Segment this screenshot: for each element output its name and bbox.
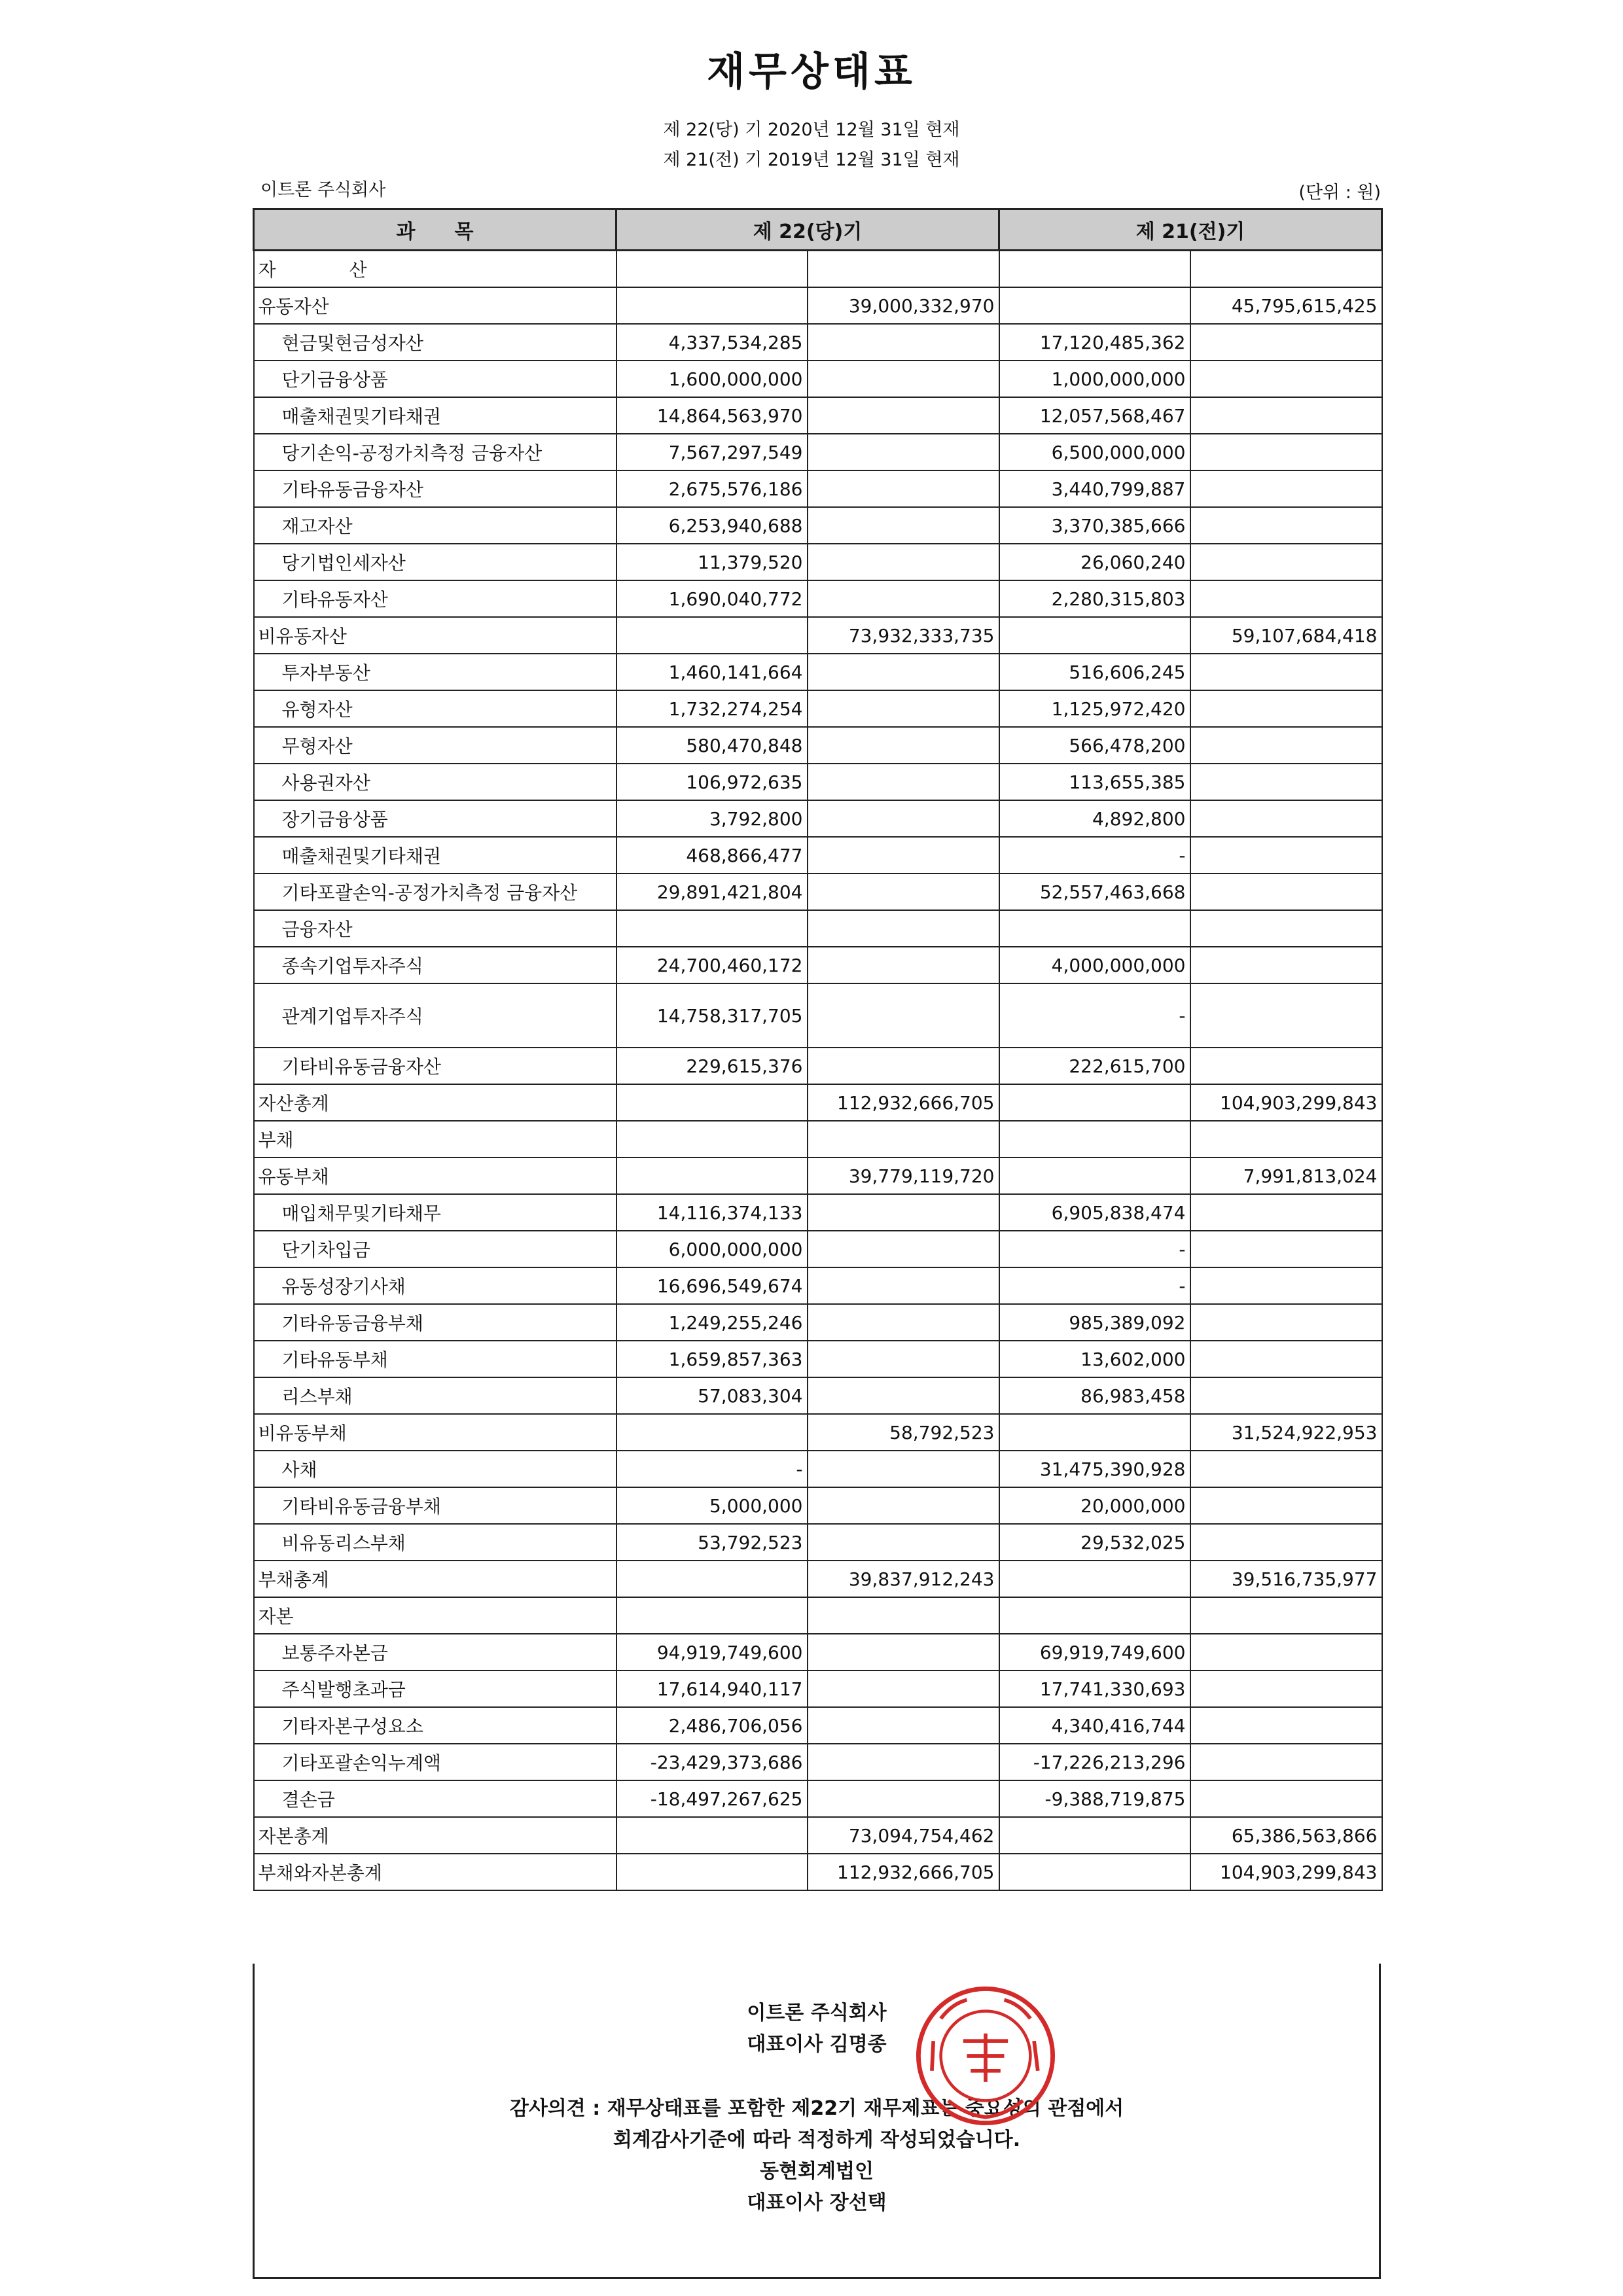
current-detail: 11,379,520	[616, 544, 808, 580]
current-subtotal	[808, 324, 999, 361]
table-row	[254, 1670, 1382, 1707]
current-subtotal	[808, 1304, 999, 1341]
current-detail	[616, 251, 808, 288]
current-subtotal	[808, 1451, 999, 1487]
table-row	[254, 324, 1382, 361]
current-detail: 7,567,297,549	[616, 434, 808, 470]
current-detail: 3,792,800	[616, 800, 808, 837]
prior-subtotal	[1190, 727, 1382, 764]
current-subtotal	[808, 544, 999, 580]
prior-detail: 12,057,568,467	[999, 397, 1190, 434]
prior-subtotal	[1190, 470, 1382, 507]
company-seal-icon	[911, 1981, 1060, 2130]
account-label: 보통주자본금	[254, 1634, 616, 1670]
prior-subtotal	[1190, 654, 1382, 690]
current-subtotal	[808, 1194, 999, 1231]
prior-subtotal: 104,903,299,843	[1190, 1084, 1382, 1121]
prior-detail: -	[999, 1267, 1190, 1304]
current-subtotal	[808, 1121, 999, 1157]
prior-subtotal	[1190, 1707, 1382, 1744]
account-label: 비유동부채	[254, 1414, 616, 1451]
current-subtotal	[808, 727, 999, 764]
current-subtotal	[808, 1341, 999, 1377]
account-label: 매출채권및기타채권	[254, 397, 616, 434]
account-label: 부채와자본총계	[254, 1854, 616, 1890]
current-detail: 1,690,040,772	[616, 580, 808, 617]
current-subtotal	[808, 1231, 999, 1267]
prior-detail: 20,000,000	[999, 1487, 1190, 1524]
prior-subtotal	[1190, 251, 1382, 288]
prior-detail	[999, 1121, 1190, 1157]
prior-subtotal	[1190, 1341, 1382, 1377]
account-label: 단기금융상품	[254, 361, 616, 397]
account-label: 금융자산	[254, 910, 616, 947]
prior-detail	[999, 1597, 1190, 1634]
period-prior: 제 21(전) 기 2019년 12월 31일 현재	[663, 150, 960, 170]
page-title: 재무상태표	[707, 49, 916, 95]
prior-subtotal: 31,524,922,953	[1190, 1414, 1382, 1451]
table-row	[254, 1084, 1382, 1121]
current-detail: -18,497,267,625	[616, 1780, 808, 1817]
current-detail: 53,792,523	[616, 1524, 808, 1561]
current-detail: 6,000,000,000	[616, 1231, 808, 1267]
prior-detail: 4,000,000,000	[999, 947, 1190, 983]
prior-subtotal: 59,107,684,418	[1190, 617, 1382, 654]
table-row	[254, 287, 1382, 324]
table-row	[254, 580, 1382, 617]
current-detail: 2,486,706,056	[616, 1707, 808, 1744]
prior-detail	[999, 1157, 1190, 1194]
current-subtotal	[808, 1707, 999, 1744]
table-row	[254, 1561, 1382, 1597]
current-subtotal	[808, 1597, 999, 1634]
prior-detail: 113,655,385	[999, 764, 1190, 800]
table-row	[254, 1048, 1382, 1084]
prior-subtotal	[1190, 983, 1382, 1048]
table-row	[254, 1817, 1382, 1854]
current-detail: 14,116,374,133	[616, 1194, 808, 1231]
account-label: 기타유동자산	[254, 580, 616, 617]
prior-detail	[999, 617, 1190, 654]
table-row	[254, 764, 1382, 800]
current-subtotal	[808, 1267, 999, 1304]
balance-sheet-table	[253, 208, 1383, 1891]
footer-ceo: 대표이사 김명종	[747, 2033, 887, 2056]
footer-box	[253, 1964, 1381, 2279]
current-subtotal	[808, 1487, 999, 1524]
table-row	[254, 1780, 1382, 1817]
footer-company: 이트론 주식회사	[747, 2002, 887, 2024]
account-label: 리스부채	[254, 1377, 616, 1414]
table-row	[254, 690, 1382, 727]
current-detail: 24,700,460,172	[616, 947, 808, 983]
current-subtotal	[808, 251, 999, 288]
audit-opinion-line2: 회계감사기준에 따라 적정하게 작성되었습니다.	[613, 2128, 1021, 2151]
account-label: 기타비유동금융부채	[254, 1487, 616, 1524]
account-label: 유동성장기사채	[254, 1267, 616, 1304]
prior-detail: 1,000,000,000	[999, 361, 1190, 397]
current-detail	[616, 1414, 808, 1451]
current-detail: 94,919,749,600	[616, 1634, 808, 1670]
current-subtotal	[808, 983, 999, 1048]
table-row	[254, 1634, 1382, 1670]
prior-subtotal	[1190, 397, 1382, 434]
prior-subtotal	[1190, 544, 1382, 580]
current-subtotal	[808, 1048, 999, 1084]
prior-subtotal	[1190, 507, 1382, 544]
account-label: 주식발행초과금	[254, 1670, 616, 1707]
prior-detail: -17,226,213,296	[999, 1744, 1190, 1780]
current-detail	[616, 287, 808, 324]
prior-subtotal	[1190, 361, 1382, 397]
current-detail: -	[616, 1451, 808, 1487]
prior-subtotal	[1190, 1744, 1382, 1780]
current-subtotal	[808, 361, 999, 397]
prior-detail: 4,340,416,744	[999, 1707, 1190, 1744]
table-row	[254, 1854, 1382, 1890]
prior-subtotal: 104,903,299,843	[1190, 1854, 1382, 1890]
prior-detail: 6,500,000,000	[999, 434, 1190, 470]
header-current-period: 제 22(당)기	[616, 209, 999, 251]
current-detail	[616, 910, 808, 947]
table-row	[254, 1121, 1382, 1157]
prior-detail: 26,060,240	[999, 544, 1190, 580]
table-row	[254, 1194, 1382, 1231]
current-subtotal	[808, 947, 999, 983]
current-subtotal	[808, 1744, 999, 1780]
current-subtotal: 39,837,912,243	[808, 1561, 999, 1597]
prior-subtotal	[1190, 837, 1382, 874]
account-label: 기타유동금융자산	[254, 470, 616, 507]
current-detail	[616, 1157, 808, 1194]
company-name: 이트론 주식회사	[260, 180, 386, 200]
period-current: 제 22(당) 기 2020년 12월 31일 현재	[663, 120, 960, 140]
table-row	[254, 1341, 1382, 1377]
current-detail: 106,972,635	[616, 764, 808, 800]
table-row	[254, 1451, 1382, 1487]
prior-detail: -9,388,719,875	[999, 1780, 1190, 1817]
prior-subtotal	[1190, 1634, 1382, 1670]
prior-subtotal: 45,795,615,425	[1190, 287, 1382, 324]
current-subtotal	[808, 874, 999, 910]
table-row	[254, 397, 1382, 434]
prior-detail	[999, 287, 1190, 324]
table-row	[254, 1707, 1382, 1744]
account-label: 관계기업투자주식	[254, 983, 616, 1048]
account-label: 기타비유동금융자산	[254, 1048, 616, 1084]
account-label: 유동부채	[254, 1157, 616, 1194]
prior-subtotal	[1190, 1121, 1382, 1157]
prior-detail: -	[999, 1231, 1190, 1267]
current-detail: 580,470,848	[616, 727, 808, 764]
audit-opinion-line1: 감사의견 : 재무상태표를 포함한 제22기 재무제표는 중요성의 관점에서	[509, 2097, 1124, 2120]
table-row	[254, 1744, 1382, 1780]
prior-subtotal	[1190, 1377, 1382, 1414]
table-row	[254, 470, 1382, 507]
table-row	[254, 947, 1382, 983]
table-row	[254, 800, 1382, 837]
prior-subtotal	[1190, 874, 1382, 910]
account-label: 종속기업투자주식	[254, 947, 616, 983]
current-detail: -23,429,373,686	[616, 1744, 808, 1780]
account-label: 기타포괄손익누계액	[254, 1744, 616, 1780]
table-row	[254, 1377, 1382, 1414]
unit-label: (단위 : 원)	[1298, 183, 1381, 203]
table-row	[254, 1597, 1382, 1634]
prior-detail: 2,280,315,803	[999, 580, 1190, 617]
table-row	[254, 544, 1382, 580]
current-detail: 468,866,477	[616, 837, 808, 874]
current-detail	[616, 1854, 808, 1890]
current-detail: 1,460,141,664	[616, 654, 808, 690]
current-detail: 2,675,576,186	[616, 470, 808, 507]
account-label: 부채총계	[254, 1561, 616, 1597]
prior-detail	[999, 1817, 1190, 1854]
prior-detail	[999, 1561, 1190, 1597]
current-detail	[616, 617, 808, 654]
table-row	[254, 361, 1382, 397]
table-row	[254, 1231, 1382, 1267]
prior-detail: 516,606,245	[999, 654, 1190, 690]
current-detail	[616, 1817, 808, 1854]
current-detail: 14,758,317,705	[616, 983, 808, 1048]
current-detail: 6,253,940,688	[616, 507, 808, 544]
table-row	[254, 1304, 1382, 1341]
current-detail: 16,696,549,674	[616, 1267, 808, 1304]
header-prior-period: 제 21(전)기	[999, 209, 1382, 251]
current-subtotal	[808, 837, 999, 874]
prior-detail: 6,905,838,474	[999, 1194, 1190, 1231]
account-label: 기타자본구성요소	[254, 1707, 616, 1744]
prior-detail: 3,370,385,666	[999, 507, 1190, 544]
prior-subtotal	[1190, 947, 1382, 983]
prior-detail: 52,557,463,668	[999, 874, 1190, 910]
prior-subtotal	[1190, 1487, 1382, 1524]
current-subtotal	[808, 800, 999, 837]
prior-subtotal	[1190, 1194, 1382, 1231]
prior-subtotal	[1190, 910, 1382, 947]
table-row	[254, 251, 1382, 288]
table-row	[254, 1157, 1382, 1194]
prior-detail: 4,892,800	[999, 800, 1190, 837]
current-detail: 1,600,000,000	[616, 361, 808, 397]
table-row	[254, 617, 1382, 654]
current-subtotal	[808, 1377, 999, 1414]
prior-subtotal	[1190, 1670, 1382, 1707]
prior-detail: -	[999, 983, 1190, 1048]
prior-subtotal	[1190, 1304, 1382, 1341]
account-label: 자본총계	[254, 1817, 616, 1854]
account-label: 무형자산	[254, 727, 616, 764]
account-label: 자 산	[254, 251, 616, 288]
current-subtotal	[808, 910, 999, 947]
current-detail: 1,659,857,363	[616, 1341, 808, 1377]
prior-subtotal	[1190, 1451, 1382, 1487]
prior-subtotal	[1190, 764, 1382, 800]
current-subtotal: 39,779,119,720	[808, 1157, 999, 1194]
account-label: 기타포괄손익-공정가치측정 금융자산	[254, 874, 616, 910]
account-label: 부채	[254, 1121, 616, 1157]
table-row	[254, 507, 1382, 544]
current-subtotal: 112,932,666,705	[808, 1084, 999, 1121]
current-detail	[616, 1597, 808, 1634]
current-detail: 57,083,304	[616, 1377, 808, 1414]
current-subtotal	[808, 764, 999, 800]
current-subtotal	[808, 654, 999, 690]
prior-detail: 3,440,799,887	[999, 470, 1190, 507]
header-account: 과 목	[254, 209, 616, 251]
prior-subtotal: 39,516,735,977	[1190, 1561, 1382, 1597]
account-label: 장기금융상품	[254, 800, 616, 837]
current-detail: 17,614,940,117	[616, 1670, 808, 1707]
account-label: 재고자산	[254, 507, 616, 544]
auditor-ceo: 대표이사 장선택	[747, 2191, 887, 2214]
current-subtotal: 73,094,754,462	[808, 1817, 999, 1854]
account-label: 기타유동부채	[254, 1341, 616, 1377]
prior-detail	[999, 1084, 1190, 1121]
account-label: 기타유동금융부채	[254, 1304, 616, 1341]
account-label: 사용권자산	[254, 764, 616, 800]
table-row	[254, 434, 1382, 470]
table-row	[254, 874, 1382, 910]
account-label: 자본	[254, 1597, 616, 1634]
current-subtotal: 58,792,523	[808, 1414, 999, 1451]
account-label: 당기손익-공정가치측정 금융자산	[254, 434, 616, 470]
current-detail: 4,337,534,285	[616, 324, 808, 361]
current-subtotal	[808, 507, 999, 544]
prior-detail: -	[999, 837, 1190, 874]
prior-detail	[999, 251, 1190, 288]
current-subtotal: 39,000,332,970	[808, 287, 999, 324]
current-detail: 14,864,563,970	[616, 397, 808, 434]
prior-detail	[999, 1414, 1190, 1451]
auditor-name: 동현회계법인	[760, 2160, 874, 2183]
prior-detail: 17,741,330,693	[999, 1670, 1190, 1707]
current-subtotal	[808, 1634, 999, 1670]
table-row	[254, 1414, 1382, 1451]
prior-subtotal	[1190, 1780, 1382, 1817]
prior-subtotal	[1190, 434, 1382, 470]
table-row	[254, 1487, 1382, 1524]
prior-detail	[999, 1854, 1190, 1890]
prior-subtotal	[1190, 324, 1382, 361]
prior-subtotal: 65,386,563,866	[1190, 1817, 1382, 1854]
account-label: 자산총계	[254, 1084, 616, 1121]
current-detail: 229,615,376	[616, 1048, 808, 1084]
account-label: 투자부동산	[254, 654, 616, 690]
table-row	[254, 910, 1382, 947]
prior-detail: 985,389,092	[999, 1304, 1190, 1341]
account-label: 유동자산	[254, 287, 616, 324]
current-subtotal	[808, 1524, 999, 1561]
prior-subtotal	[1190, 690, 1382, 727]
account-label: 비유동리스부채	[254, 1524, 616, 1561]
table-header-row	[254, 209, 1382, 251]
table-row	[254, 727, 1382, 764]
account-label: 현금및현금성자산	[254, 324, 616, 361]
prior-detail: 17,120,485,362	[999, 324, 1190, 361]
prior-subtotal	[1190, 1231, 1382, 1267]
prior-detail: 29,532,025	[999, 1524, 1190, 1561]
prior-subtotal	[1190, 1048, 1382, 1084]
table-row	[254, 837, 1382, 874]
current-subtotal	[808, 1670, 999, 1707]
current-subtotal	[808, 690, 999, 727]
current-detail: 5,000,000	[616, 1487, 808, 1524]
prior-subtotal: 7,991,813,024	[1190, 1157, 1382, 1194]
current-detail	[616, 1561, 808, 1597]
current-detail: 1,249,255,246	[616, 1304, 808, 1341]
prior-detail: 86,983,458	[999, 1377, 1190, 1414]
account-label: 유형자산	[254, 690, 616, 727]
prior-subtotal	[1190, 1524, 1382, 1561]
current-subtotal: 112,932,666,705	[808, 1854, 999, 1890]
account-label: 매출채권및기타채권	[254, 837, 616, 874]
current-subtotal	[808, 470, 999, 507]
table-row	[254, 654, 1382, 690]
prior-subtotal	[1190, 1597, 1382, 1634]
current-subtotal: 73,932,333,735	[808, 617, 999, 654]
account-label: 사채	[254, 1451, 616, 1487]
prior-detail: 566,478,200	[999, 727, 1190, 764]
current-subtotal	[808, 434, 999, 470]
prior-detail: 69,919,749,600	[999, 1634, 1190, 1670]
prior-detail	[999, 910, 1190, 947]
account-label: 비유동자산	[254, 617, 616, 654]
table-row	[254, 1267, 1382, 1304]
prior-subtotal	[1190, 800, 1382, 837]
prior-subtotal	[1190, 1267, 1382, 1304]
current-detail: 1,732,274,254	[616, 690, 808, 727]
current-subtotal	[808, 580, 999, 617]
account-label: 단기차입금	[254, 1231, 616, 1267]
current-detail: 29,891,421,804	[616, 874, 808, 910]
prior-detail: 31,475,390,928	[999, 1451, 1190, 1487]
prior-detail: 1,125,972,420	[999, 690, 1190, 727]
table-row	[254, 983, 1382, 1048]
account-label: 매입채무및기타채무	[254, 1194, 616, 1231]
prior-detail: 13,602,000	[999, 1341, 1190, 1377]
prior-detail: 222,615,700	[999, 1048, 1190, 1084]
prior-subtotal	[1190, 580, 1382, 617]
current-subtotal	[808, 397, 999, 434]
current-detail	[616, 1121, 808, 1157]
account-label: 결손금	[254, 1780, 616, 1817]
current-subtotal	[808, 1780, 999, 1817]
current-detail	[616, 1084, 808, 1121]
table-row	[254, 1524, 1382, 1561]
account-label: 당기법인세자산	[254, 544, 616, 580]
